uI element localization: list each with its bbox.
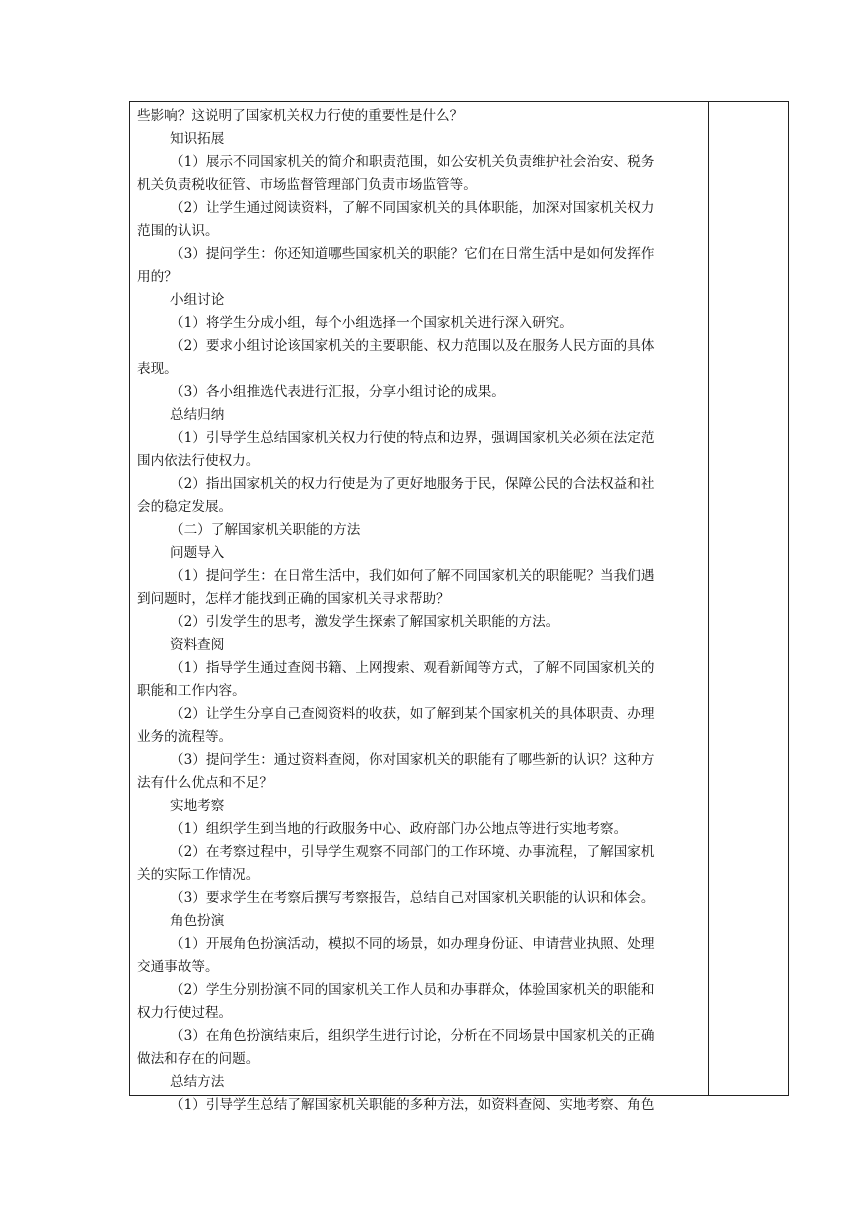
text-line: （1）指导学生通过查阅书籍、上网搜索、观看新闻等方式，了解不同国家机关的	[170, 660, 655, 676]
section-heading: 总结方法	[170, 1074, 225, 1090]
text-line: 些影响？这说明了国家机关权力行使的重要性是什么？	[137, 108, 464, 124]
text-line: 到问题时，怎样才能找到正确的国家机关寻求帮助？	[137, 591, 450, 607]
text-line: （2）引发学生的思考，激发学生探索了解国家机关职能的方法。	[170, 614, 560, 630]
text-line: 法有什么优点和不足？	[137, 775, 273, 791]
text-line: （1）引导学生总结了解国家机关职能的多种方法，如资料查阅、实地考察、角色	[170, 1097, 655, 1113]
text-line: 权力行使过程。	[137, 1005, 233, 1021]
section-heading: 知识拓展	[170, 131, 225, 147]
text-line: （1）开展角色扮演活动，模拟不同的场景，如办理身份证、申请营业执照、处理	[170, 936, 655, 952]
text-line: 关的实际工作情况。	[137, 867, 260, 883]
text-line: （3）各小组推选代表进行汇报，分享小组讨论的成果。	[170, 384, 505, 400]
section-heading: 实地考察	[170, 798, 225, 814]
text-line: 交通事故等。	[137, 959, 219, 975]
text-line: 围内依法行使权力。	[137, 453, 260, 469]
text-line: （1）组织学生到当地的行政服务中心、政府部门办公地点等进行实地考察。	[170, 821, 628, 837]
text-line: （3）提问学生：你还知道哪些国家机关的职能？它们在日常生活中是如何发挥作	[170, 246, 655, 262]
text-line: 用的？	[137, 269, 178, 285]
section-heading: 总结归纳	[170, 407, 225, 423]
section-title: （二）了解国家机关职能的方法	[170, 522, 361, 538]
text-line: （3）提问学生：通过资料查阅，你对国家机关的职能有了哪些新的认识？这种方	[170, 752, 655, 768]
text-line: （1）引导学生总结国家机关权力行使的特点和边界，强调国家机关必须在法定范	[170, 430, 655, 446]
text-line: （2）在考察过程中，引导学生观察不同部门的工作环境、办事流程，了解国家机	[170, 844, 655, 860]
section-heading: 小组讨论	[170, 292, 225, 308]
text-line: 做法和存在的问题。	[137, 1051, 260, 1067]
text-line: 表现。	[137, 361, 178, 377]
text-line: 业务的流程等。	[137, 729, 233, 745]
section-heading: 问题导入	[170, 545, 225, 561]
text-line: （2）让学生通过阅读资料，了解不同国家机关的具体职能，加深对国家机关权力	[170, 200, 655, 216]
column-divider	[708, 102, 709, 1095]
text-line: （2）要求小组讨论该国家机关的主要职能、权力范围以及在服务人民方面的具体	[170, 338, 655, 354]
text-line: （1）将学生分成小组，每个小组选择一个国家机关进行深入研究。	[170, 315, 573, 331]
text-line: 会的稳定发展。	[137, 499, 233, 515]
lesson-table	[129, 101, 789, 1113]
text-line: （2）让学生分享自己查阅资料的收获，如了解到某个国家机关的具体职责、办理	[170, 706, 655, 722]
text-line: 职能和工作内容。	[137, 683, 246, 699]
text-line: （3）在角色扮演结束后，组织学生进行讨论，分析在不同场景中国家机关的正确	[170, 1028, 655, 1044]
text-line: 机关负责税收征管、市场监督管理部门负责市场监管等。	[137, 177, 477, 193]
section-heading: 角色扮演	[170, 913, 225, 929]
text-line: （1）展示不同国家机关的简介和职责范围，如公安机关负责维护社会治安、税务	[170, 154, 655, 170]
text-line: （3）要求学生在考察后撰写考察报告，总结自己对国家机关职能的认识和体会。	[170, 890, 655, 906]
text-line: （2）指出国家机关的权力行使是为了更好地服务于民，保障公民的合法权益和社	[170, 476, 655, 492]
text-line: （2）学生分别扮演不同的国家机关工作人员和办事群众，体验国家机关的职能和	[170, 982, 655, 998]
lesson-content-cell	[137, 102, 703, 1113]
text-line: 范围的认识。	[137, 223, 219, 239]
text-line: （1）提问学生：在日常生活中，我们如何了解不同国家机关的职能呢？当我们遇	[170, 568, 655, 584]
section-heading: 资料查阅	[170, 637, 225, 653]
